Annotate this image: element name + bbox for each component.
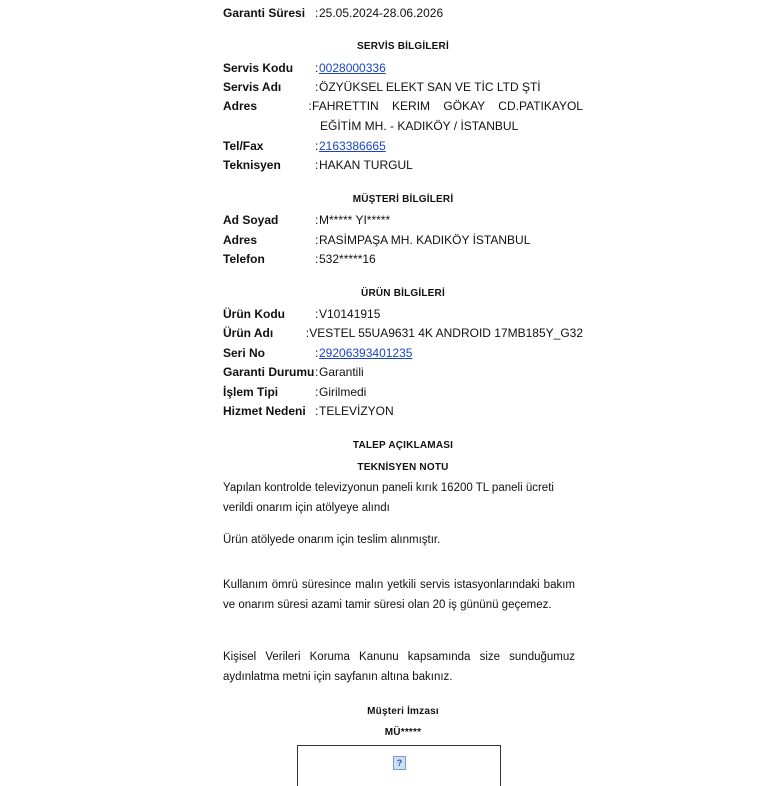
service-code-link[interactable]: 0028000336 [319, 61, 386, 75]
tech-note-text: Yapılan kontrolde televizyonun paneli kırık 16200 TL paneli ücreti verildi onarım için atölyeye alındı [223, 482, 554, 514]
customer-address-row: Adres : RASİMPAŞA MH. KADIKÖY İSTANBUL [223, 233, 531, 247]
service-phone-link[interactable]: 2163386665 [319, 139, 386, 153]
product-code-row: Ürün Kodu : V10141915 [223, 307, 381, 321]
technician-value: HAKAN TURGUL [319, 158, 413, 172]
customer-name-label: Ad Soyad [223, 213, 279, 227]
customer-section-title: MÜŞTERİ BİLGİLERİ [352, 194, 454, 205]
product-name-row: Ürün Adı : VESTEL 55UA9631 4K ANDROID 17MB185Y_G32 [223, 326, 583, 340]
warranty-label: Garanti Süresi [223, 6, 306, 20]
serial-link[interactable]: 29206393401235 [319, 346, 413, 360]
technician-label: Teknisyen [223, 158, 281, 172]
process-type-value: Girilmedi [319, 385, 367, 399]
service-address-line1: FAHRETTIN KERIM GÖKAY CD.PATIKAYOL [312, 99, 583, 113]
service-code-label: Servis Kodu [223, 61, 294, 75]
customer-phone-label: Telefon [223, 252, 265, 266]
customer-name-row: Ad Soyad : M***** YI***** [223, 213, 391, 227]
broken-image-icon: ? [393, 756, 406, 770]
tech-note-title: TEKNİSYEN NOTU [357, 462, 449, 473]
product-name-value: VESTEL 55UA9631 4K ANDROID 17MB185Y_G32 [309, 326, 583, 340]
product-name-label: Ürün Adı [223, 326, 274, 340]
product-code-value: V10141915 [319, 307, 381, 321]
signature-name: MÜ***** [384, 727, 422, 738]
warranty-row: Garanti Süresi : 25.05.2024-28.06.2026 [223, 6, 444, 20]
service-name-value: ÖZYÜKSEL ELEKT SAN VE TİC LTD ŞTİ [319, 80, 541, 94]
service-reason-label: Hizmet Nedeni [223, 404, 306, 418]
legal-warranty-text: Kullanım ömrü süresince malın yetkili servis istasyonlarındaki bakım ve onarım süresi azami tamir süresi olan 20 iş gününü geçemez. [223, 579, 575, 611]
product-code-label: Ürün Kodu [223, 307, 285, 321]
warranty-status-value: Garantili [319, 365, 364, 379]
product-section-title: ÜRÜN BİLGİLERİ [361, 288, 445, 299]
service-reason-value: TELEVİZYON [319, 404, 394, 418]
warranty-value: 25.05.2024-28.06.2026 [319, 6, 444, 20]
customer-phone-row: Telefon : 532*****16 [223, 252, 376, 266]
service-phone-label: Tel/Fax [223, 139, 264, 153]
service-phone-row: Tel/Fax : 2163386665 [223, 139, 386, 153]
service-address-row: Adres : FAHRETTIN KERIM GÖKAY CD.PATIKAYOL [223, 99, 583, 113]
service-code-row: Servis Kodu : 0028000336 [223, 61, 386, 75]
signature-box [297, 745, 501, 786]
service-section-title: SERVİS BİLGİLERİ [357, 41, 449, 52]
service-address-line2: EĞİTİM MH. - KADIKÖY / İSTANBUL [320, 119, 519, 133]
warranty-status-label: Garanti Durumu [223, 365, 315, 379]
technician-row: Teknisyen : HAKAN TURGUL [223, 158, 413, 172]
service-name-row: Servis Adı : ÖZYÜKSEL ELEKT SAN VE TİC LTD ŞTİ [223, 80, 541, 94]
customer-address-label: Adres [223, 233, 258, 247]
serial-row: Seri No : 29206393401235 [223, 346, 413, 360]
process-type-row: İşlem Tipi : Girilmedi [223, 385, 367, 399]
signature-title: Müşteri İmzası [367, 706, 439, 717]
service-reason-row: Hizmet Nedeni : TELEVİZYON [223, 404, 394, 418]
delivery-note-text: Ürün atölyede onarım için teslim alınmıştır. [223, 534, 441, 546]
request-section-title: TALEP AÇIKLAMASI [352, 440, 454, 451]
process-type-label: İşlem Tipi [223, 385, 279, 399]
serial-label: Seri No [223, 346, 266, 360]
customer-address-value: RASİMPAŞA MH. KADIKÖY İSTANBUL [319, 233, 531, 247]
customer-name-value: M***** YI***** [319, 213, 391, 227]
service-name-label: Servis Adı [223, 80, 282, 94]
warranty-status-row: Garanti Durumu : Garantili [223, 365, 364, 379]
customer-phone-value: 532*****16 [319, 252, 376, 266]
service-address-label: Adres [223, 99, 258, 113]
kvkk-notice-text: Kişisel Verileri Koruma Kanunu kapsamında size sunduğumuz aydınlatma metni için sayfanın altına bakınız. [223, 651, 575, 683]
